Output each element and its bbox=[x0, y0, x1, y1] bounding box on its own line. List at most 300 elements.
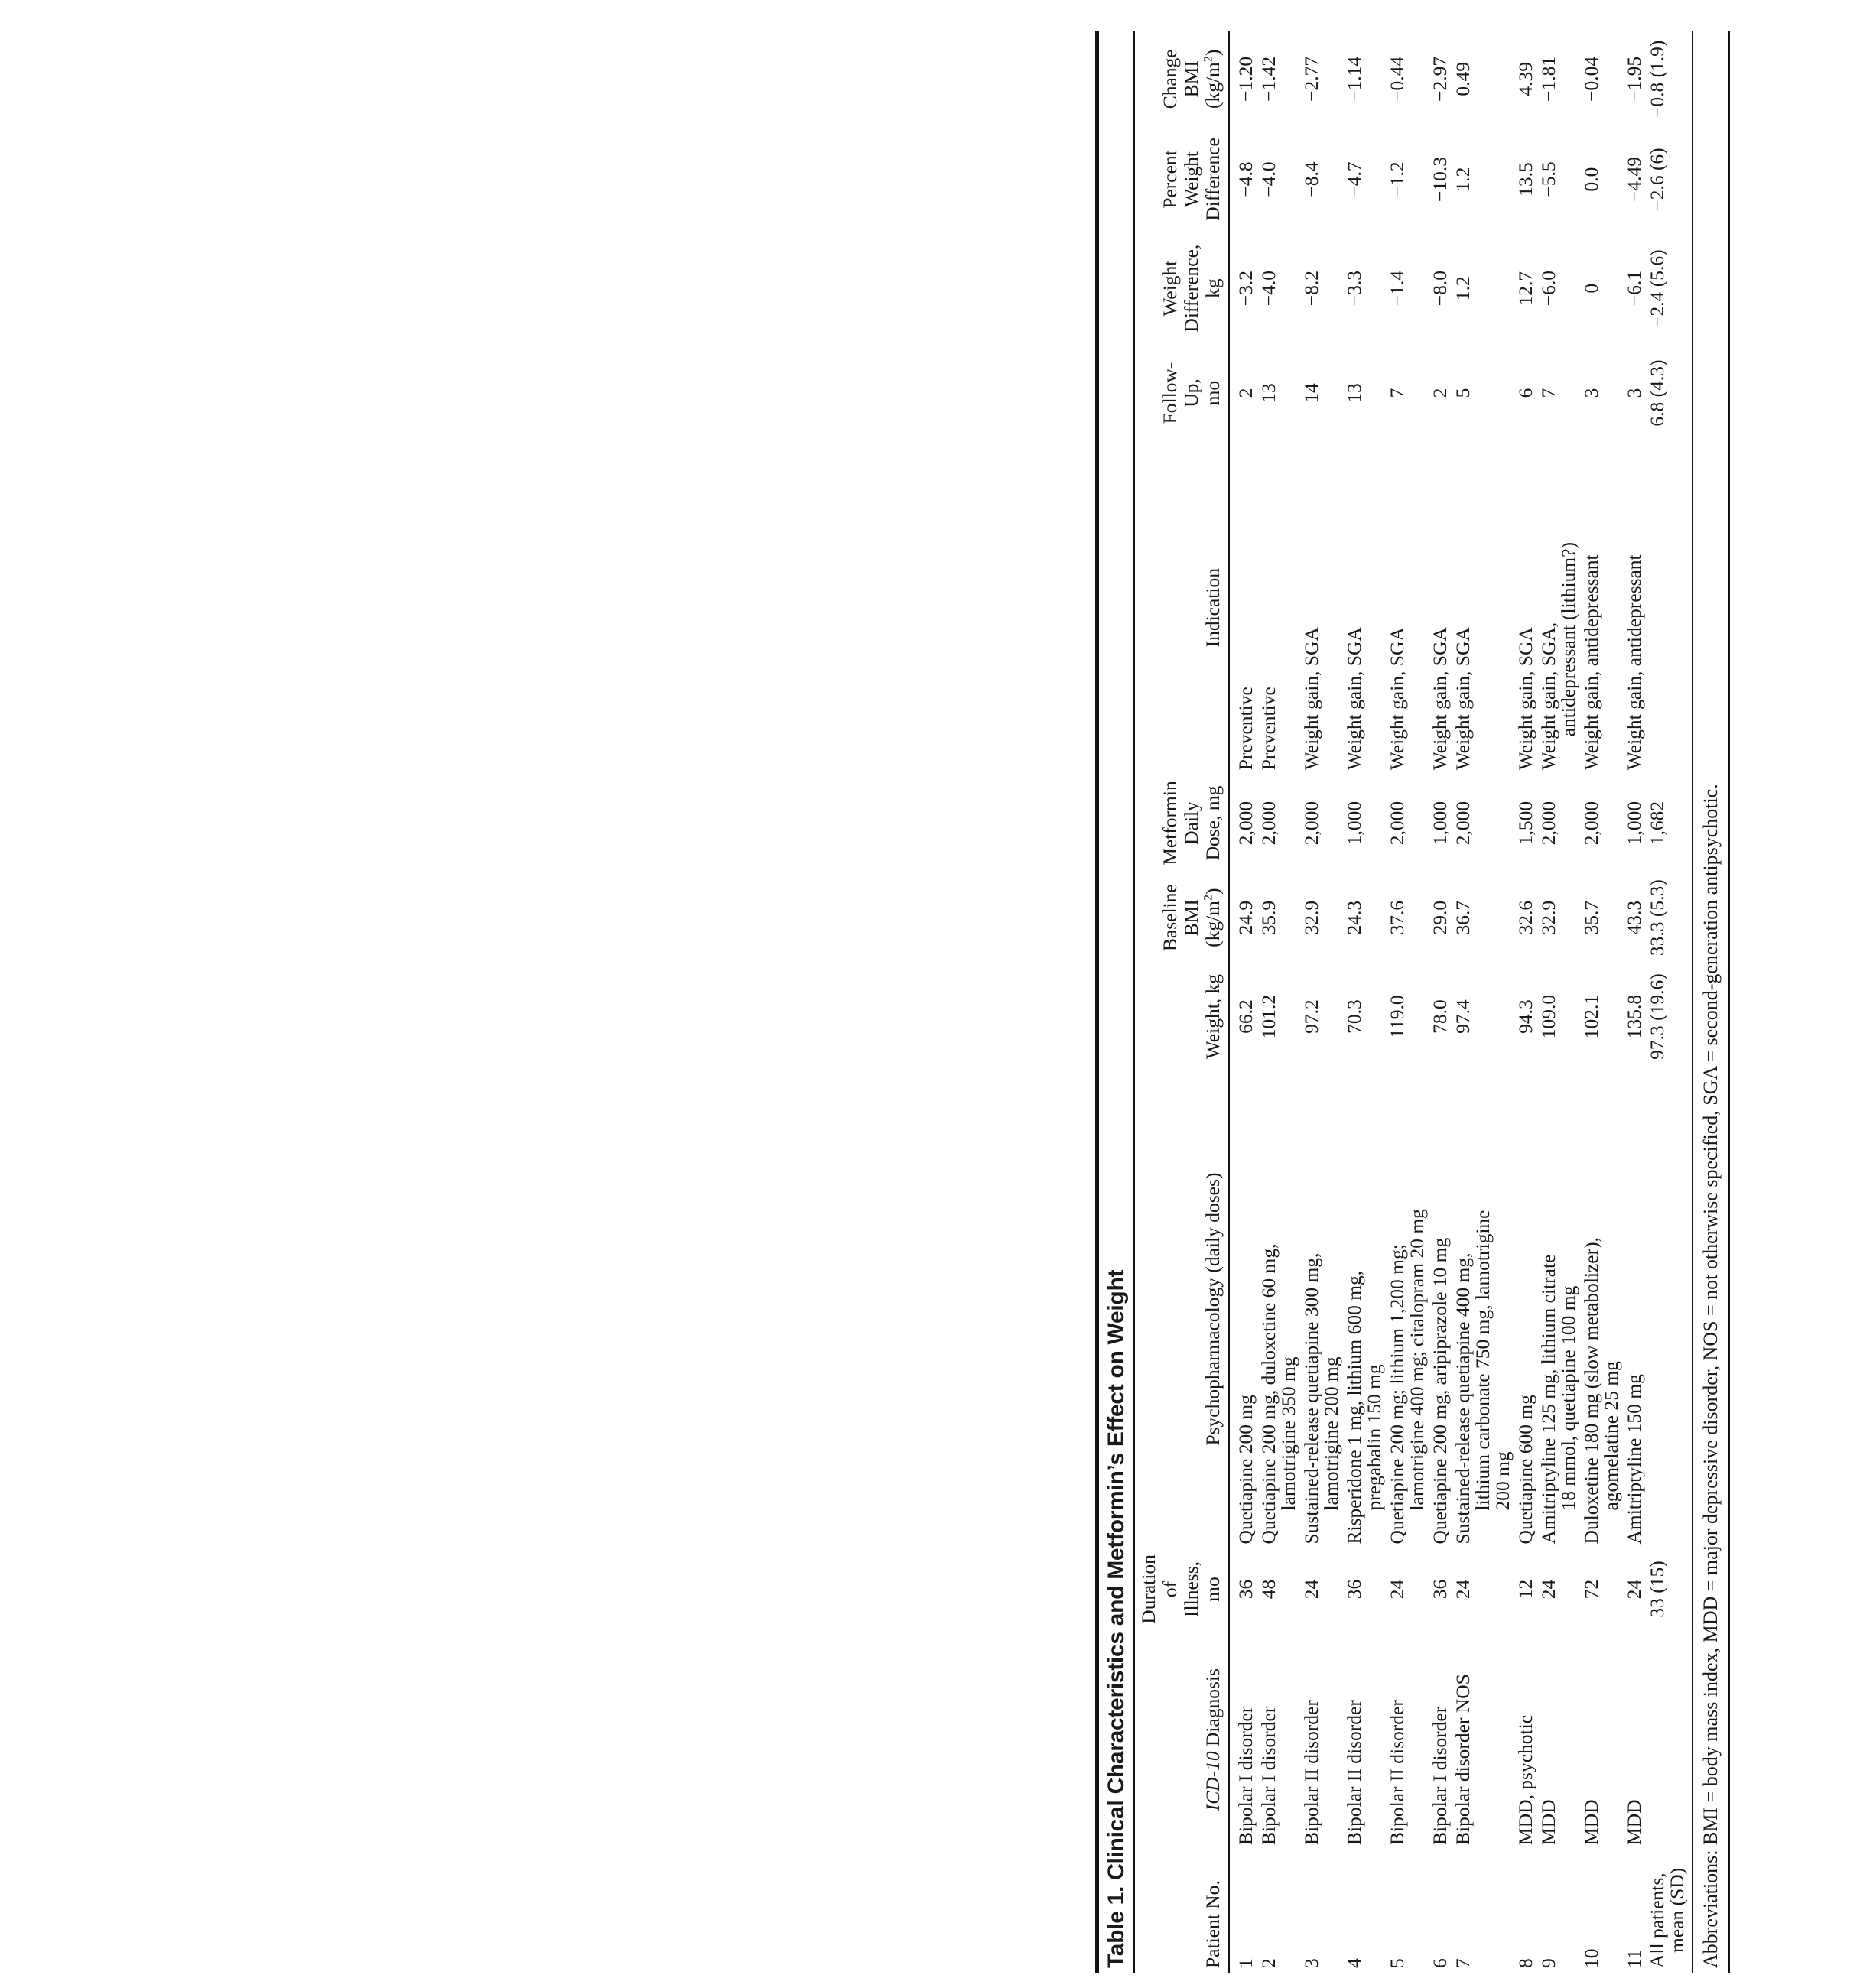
table-row bbox=[1580, 31, 1623, 1973]
cell-psychopharmacology-line: Quetiapine 200 mg bbox=[1234, 1395, 1257, 1545]
header-cbmi-sup: 2 bbox=[1202, 56, 1215, 63]
cell-diagnosis bbox=[1386, 1629, 1429, 1850]
cell-followup-line: 13 bbox=[1343, 383, 1365, 403]
cell-diagnosis-line: MDD, psychotic bbox=[1514, 1714, 1536, 1845]
cell-psychopharmacology bbox=[1386, 1070, 1429, 1549]
cell-duration-line: 12 bbox=[1514, 1579, 1536, 1600]
cell-indication-line: Weight gain, SGA bbox=[1514, 627, 1536, 771]
cell-weight-difference bbox=[1429, 231, 1452, 346]
cell-percent-difference bbox=[1343, 128, 1386, 232]
cell-baseline-bmi-line: 43.3 bbox=[1623, 900, 1645, 935]
cell-diagnosis-line: Bipolar I disorder bbox=[1429, 1706, 1451, 1845]
title-bar bbox=[1095, 31, 1135, 1973]
cell-baseline-bmi-line: 37.6 bbox=[1386, 900, 1408, 935]
cell-patient-no-line: 4 bbox=[1343, 1958, 1365, 1968]
cell-psychopharmacology-line: lamotrigine 350 mg bbox=[1277, 1356, 1299, 1511]
cell-weight-difference bbox=[1452, 231, 1514, 346]
cell-percent-difference-line: −4.0 bbox=[1257, 161, 1280, 197]
cell-followup bbox=[1300, 346, 1343, 440]
cell-psychopharmacology bbox=[1623, 1070, 1646, 1549]
header-cbmi-unit: (kg/m bbox=[1202, 62, 1224, 109]
cell-diagnosis bbox=[1514, 1629, 1537, 1850]
cell-percent-difference bbox=[1386, 128, 1429, 232]
cell-psychopharmacology-line: lithium carbonate 750 mg, lamotrigine bbox=[1471, 1210, 1494, 1511]
cell-percent-difference-line: −4.7 bbox=[1343, 161, 1365, 197]
cell-duration bbox=[1386, 1549, 1429, 1630]
cell-weight-difference-line: 12.7 bbox=[1514, 271, 1536, 306]
cell-baseline-bmi bbox=[1257, 872, 1300, 964]
cell-baseline-bmi bbox=[1300, 872, 1343, 964]
cell-psychopharmacology bbox=[1300, 1070, 1343, 1549]
cell-percent-difference bbox=[1514, 128, 1537, 232]
header-bmi-close: ) bbox=[1202, 888, 1224, 895]
cell-weight bbox=[1386, 964, 1429, 1070]
cell-psychopharmacology-line: Amitriptyline 125 mg, lithium citrate bbox=[1537, 1254, 1559, 1545]
cell-percent-difference bbox=[1452, 128, 1514, 232]
cell-duration bbox=[1452, 1549, 1514, 1630]
cell-weight bbox=[1580, 964, 1623, 1070]
cell-followup bbox=[1229, 346, 1257, 440]
header-wdiff-line3: kg bbox=[1202, 278, 1224, 298]
header-bmi-sup: 2 bbox=[1202, 894, 1215, 901]
header-duration bbox=[1135, 1549, 1229, 1630]
cell-duration-line: 36 bbox=[1429, 1579, 1451, 1600]
cell-weight-difference-line: −8.2 bbox=[1300, 271, 1322, 307]
cell-weight-line: 97.4 bbox=[1452, 999, 1474, 1034]
table-body bbox=[1229, 31, 1693, 1973]
cell-indication bbox=[1343, 440, 1386, 775]
cell-metformin-dose-line: 1,000 bbox=[1343, 801, 1365, 846]
cell-duration bbox=[1229, 1549, 1257, 1630]
cell-diagnosis bbox=[1646, 1629, 1693, 1850]
cell-patient-no bbox=[1623, 1850, 1646, 1973]
cell-indication-line: Weight gain, SGA bbox=[1452, 627, 1474, 771]
abbreviations-footnote: Abbreviations: BMI = body mass index, MDD = major depressive disorder, NOS = not otherwise specified, SGA = second-generation antipsychotic. bbox=[1699, 784, 1722, 1968]
cell-indication-line: Weight gain, SGA, bbox=[1537, 622, 1559, 771]
cell-diagnosis-line: MDD bbox=[1537, 1799, 1559, 1845]
cell-weight bbox=[1623, 964, 1646, 1070]
cell-patient-no-line: 10 bbox=[1580, 1948, 1602, 1968]
cell-metformin-dose bbox=[1229, 775, 1257, 872]
table-row bbox=[1623, 31, 1646, 1973]
cell-weight-difference bbox=[1386, 231, 1429, 346]
cell-diagnosis-line: Bipolar I disorder bbox=[1234, 1706, 1257, 1845]
cell-psychopharmacology bbox=[1343, 1070, 1386, 1549]
cell-duration bbox=[1514, 1549, 1537, 1630]
cell-metformin-dose bbox=[1580, 775, 1623, 872]
cell-baseline-bmi bbox=[1623, 872, 1646, 964]
cell-patient-no bbox=[1514, 1850, 1537, 1973]
table-title: Table 1. Clinical Characteristics and Metformin’s Effect on Weight bbox=[1104, 1269, 1129, 1968]
cell-metformin-dose-line: 1,000 bbox=[1623, 801, 1645, 846]
cell-followup-line: 2 bbox=[1234, 388, 1257, 398]
cell-patient-no-line: mean (SD) bbox=[1666, 1867, 1688, 1953]
cell-baseline-bmi-line: 32.9 bbox=[1300, 900, 1322, 935]
cell-change-bmi bbox=[1580, 31, 1623, 128]
data-table bbox=[1135, 31, 1693, 1973]
cell-metformin-dose bbox=[1429, 775, 1452, 872]
cell-metformin-dose bbox=[1623, 775, 1646, 872]
cell-metformin-dose-line: 2,000 bbox=[1257, 801, 1280, 846]
table-row bbox=[1514, 31, 1537, 1973]
cell-percent-difference-line: 1.2 bbox=[1452, 167, 1474, 192]
cell-baseline-bmi-line: 36.7 bbox=[1452, 900, 1474, 935]
cell-psychopharmacology-line: Quetiapine 200 mg, duloxetine 60 mg, bbox=[1257, 1243, 1280, 1545]
header-psychopharmacology: Psychopharmacology (daily doses) bbox=[1135, 1070, 1229, 1549]
cell-indication-line: Weight gain, SGA bbox=[1429, 627, 1451, 771]
cell-psychopharmacology bbox=[1537, 1070, 1580, 1549]
cell-patient-no-line: 11 bbox=[1623, 1949, 1645, 1968]
cell-weight-line: 78.0 bbox=[1429, 999, 1451, 1034]
cell-change-bmi bbox=[1300, 31, 1343, 128]
cell-weight-difference-line: −3.2 bbox=[1234, 271, 1257, 307]
cell-duration-line: 72 bbox=[1580, 1579, 1602, 1600]
cell-percent-difference bbox=[1623, 128, 1646, 232]
cell-followup bbox=[1343, 346, 1386, 440]
cell-change-bmi bbox=[1429, 31, 1452, 128]
header-patient: Patient No. bbox=[1135, 1850, 1229, 1973]
cell-followup-line: 3 bbox=[1623, 388, 1645, 398]
cell-baseline-bmi-line: 24.3 bbox=[1343, 900, 1365, 935]
cell-change-bmi-line: −1.20 bbox=[1234, 56, 1257, 102]
cell-followup-line: 7 bbox=[1537, 388, 1559, 398]
cell-indication bbox=[1386, 440, 1429, 775]
cell-change-bmi bbox=[1646, 31, 1693, 128]
cell-metformin-dose-line: 1,000 bbox=[1429, 801, 1451, 846]
cell-weight-difference-line: −6.1 bbox=[1623, 271, 1645, 307]
cell-percent-difference bbox=[1580, 128, 1623, 232]
cell-baseline-bmi bbox=[1537, 872, 1580, 964]
cell-change-bmi-line: 4.39 bbox=[1514, 62, 1536, 96]
cell-psychopharmacology-line: 200 mg bbox=[1491, 1451, 1514, 1511]
cell-followup bbox=[1623, 346, 1646, 440]
cell-patient-no-line: 2 bbox=[1257, 1958, 1280, 1968]
table-row bbox=[1343, 31, 1386, 1973]
cell-percent-difference bbox=[1646, 128, 1693, 232]
cell-weight bbox=[1343, 964, 1386, 1070]
cell-followup bbox=[1452, 346, 1514, 440]
cell-duration-line: 24 bbox=[1300, 1579, 1322, 1600]
cell-patient-no bbox=[1537, 1850, 1580, 1973]
cell-duration-line: 36 bbox=[1343, 1579, 1365, 1600]
cell-change-bmi-line: −0.8 (1.9) bbox=[1646, 40, 1668, 119]
cell-change-bmi bbox=[1623, 31, 1646, 128]
cell-change-bmi bbox=[1386, 31, 1429, 128]
cell-psychopharmacology bbox=[1452, 1070, 1514, 1549]
cell-diagnosis bbox=[1452, 1629, 1514, 1850]
cell-duration bbox=[1429, 1549, 1452, 1630]
cell-psychopharmacology bbox=[1257, 1070, 1300, 1549]
cell-indication-line: Weight gain, SGA bbox=[1300, 627, 1322, 771]
table-row bbox=[1229, 31, 1257, 1973]
cell-patient-no bbox=[1343, 1850, 1386, 1973]
cell-metformin-dose-line: 2,000 bbox=[1580, 801, 1602, 846]
cell-patient-no bbox=[1257, 1850, 1300, 1973]
cell-indication bbox=[1646, 440, 1693, 775]
cell-metformin-dose-line: 2,000 bbox=[1386, 801, 1408, 846]
cell-psychopharmacology bbox=[1580, 1070, 1623, 1549]
cell-patient-no bbox=[1646, 1850, 1693, 1973]
cell-metformin-dose bbox=[1386, 775, 1429, 872]
cell-duration bbox=[1257, 1549, 1300, 1630]
cell-percent-difference-line: −10.3 bbox=[1429, 156, 1451, 202]
cell-change-bmi-line: −0.44 bbox=[1386, 56, 1408, 102]
cell-psychopharmacology-line: Quetiapine 600 mg bbox=[1514, 1395, 1536, 1545]
header-percent-difference bbox=[1135, 128, 1229, 232]
cell-patient-no-line: 5 bbox=[1386, 1958, 1408, 1968]
cell-duration bbox=[1646, 1549, 1693, 1630]
cell-metformin-dose bbox=[1300, 775, 1343, 872]
cell-psychopharmacology bbox=[1514, 1070, 1537, 1549]
cell-weight-difference bbox=[1343, 231, 1386, 346]
cell-weight-difference-line: −2.4 (5.6) bbox=[1646, 249, 1668, 327]
header-diagnosis-italic: ICD-10 bbox=[1202, 1751, 1224, 1811]
cell-patient-no bbox=[1429, 1850, 1452, 1973]
header-duration-line1: Duration bbox=[1137, 1554, 1159, 1624]
cell-metformin-dose bbox=[1343, 775, 1386, 872]
cell-change-bmi-line: −0.04 bbox=[1580, 56, 1602, 102]
cell-duration-line: 24 bbox=[1623, 1579, 1645, 1600]
cell-percent-difference-line: −8.4 bbox=[1300, 161, 1322, 197]
header-pdiff-line3: Difference bbox=[1202, 138, 1224, 221]
cell-baseline-bmi-line: 24.9 bbox=[1234, 900, 1257, 935]
table-row bbox=[1646, 31, 1693, 1973]
cell-metformin-dose bbox=[1514, 775, 1537, 872]
cell-weight-line: 102.1 bbox=[1580, 994, 1602, 1039]
header-weight: Weight, kg bbox=[1135, 964, 1229, 1070]
cell-duration bbox=[1343, 1549, 1386, 1630]
cell-change-bmi-line: −2.97 bbox=[1429, 56, 1451, 102]
cell-change-bmi bbox=[1229, 31, 1257, 128]
cell-weight bbox=[1429, 964, 1452, 1070]
cell-indication bbox=[1514, 440, 1537, 775]
cell-indication bbox=[1623, 440, 1646, 775]
cell-change-bmi bbox=[1452, 31, 1514, 128]
cell-diagnosis-line: Bipolar I disorder bbox=[1257, 1706, 1280, 1845]
cell-followup-line: 2 bbox=[1429, 388, 1451, 398]
cell-weight-difference-line: 1.2 bbox=[1452, 276, 1474, 301]
header-weight-difference bbox=[1135, 231, 1229, 346]
cell-weight-difference bbox=[1257, 231, 1300, 346]
cell-metformin-dose-line: 1,500 bbox=[1514, 801, 1536, 846]
cell-patient-no-line: 9 bbox=[1537, 1958, 1559, 1968]
header-cbmi-close: ) bbox=[1202, 49, 1224, 57]
cell-duration-line: 48 bbox=[1257, 1579, 1280, 1600]
header-wdiff-line1: Weight bbox=[1159, 260, 1181, 317]
cell-change-bmi-line: −1.14 bbox=[1343, 56, 1365, 102]
cell-weight-difference-line: −6.0 bbox=[1537, 271, 1559, 307]
header-baseline-bmi bbox=[1135, 872, 1229, 964]
cell-psychopharmacology bbox=[1229, 1070, 1257, 1549]
cell-patient-no-line: 6 bbox=[1429, 1958, 1451, 1968]
cell-weight-difference bbox=[1229, 231, 1257, 346]
cell-diagnosis-line: MDD bbox=[1580, 1799, 1602, 1845]
cell-percent-difference bbox=[1429, 128, 1452, 232]
cell-diagnosis-line: Bipolar disorder NOS bbox=[1452, 1674, 1474, 1845]
cell-followup bbox=[1537, 346, 1580, 440]
cell-weight-line: 97.3 (19.6) bbox=[1646, 973, 1668, 1060]
cell-change-bmi-line: 0.49 bbox=[1452, 62, 1474, 96]
cell-baseline-bmi bbox=[1386, 872, 1429, 964]
cell-weight-difference bbox=[1300, 231, 1343, 346]
cell-percent-difference bbox=[1300, 128, 1343, 232]
cell-baseline-bmi bbox=[1429, 872, 1452, 964]
cell-patient-no-line: 8 bbox=[1514, 1958, 1536, 1968]
cell-weight-difference-line: −3.3 bbox=[1343, 271, 1365, 307]
cell-indication bbox=[1580, 440, 1623, 775]
cell-diagnosis-line: Bipolar II disorder bbox=[1300, 1700, 1322, 1845]
bottom-rule bbox=[1728, 31, 1730, 1973]
cell-patient-no bbox=[1452, 1850, 1514, 1973]
cell-weight bbox=[1300, 964, 1343, 1070]
cell-change-bmi-line: −2.77 bbox=[1300, 56, 1322, 102]
cell-psychopharmacology-line: agomelatine 25 mg bbox=[1600, 1361, 1622, 1511]
cell-change-bmi bbox=[1257, 31, 1300, 128]
cell-diagnosis-line: MDD bbox=[1623, 1799, 1645, 1845]
cell-diagnosis-line: Bipolar II disorder bbox=[1343, 1700, 1365, 1845]
cell-indication bbox=[1452, 440, 1514, 775]
cell-percent-difference bbox=[1537, 128, 1580, 232]
cell-psychopharmacology-line: Duloxetine 180 mg (slow metabolizer), bbox=[1580, 1237, 1602, 1545]
cell-patient-no bbox=[1300, 1850, 1343, 1973]
cell-duration-line: 36 bbox=[1234, 1579, 1257, 1600]
cell-psychopharmacology-line: pregabalin 150 mg bbox=[1363, 1364, 1385, 1511]
cell-indication-line: antidepressant (lithium?) bbox=[1557, 542, 1579, 737]
cell-percent-difference-line: −1.2 bbox=[1386, 161, 1408, 197]
header-dose-line1: Metformin bbox=[1159, 781, 1181, 866]
cell-duration bbox=[1623, 1549, 1646, 1630]
header-change-bmi bbox=[1135, 31, 1229, 128]
cell-psychopharmacology-line: lamotrigine 400 mg; citalopram 20 mg bbox=[1406, 1209, 1428, 1511]
table-row bbox=[1452, 31, 1514, 1973]
table-row bbox=[1429, 31, 1452, 1973]
cell-psychopharmacology-line: Sustained-release quetiapine 400 mg, bbox=[1452, 1252, 1474, 1545]
cell-metformin-dose-line: 2,000 bbox=[1452, 801, 1474, 846]
cell-baseline-bmi bbox=[1343, 872, 1386, 964]
cell-baseline-bmi bbox=[1580, 872, 1623, 964]
cell-duration-line: 24 bbox=[1537, 1579, 1559, 1600]
cell-baseline-bmi bbox=[1646, 872, 1693, 964]
cell-percent-difference bbox=[1229, 128, 1257, 232]
cell-duration bbox=[1537, 1549, 1580, 1630]
cell-weight-difference-line: −8.0 bbox=[1429, 271, 1451, 307]
header-dose-line3: Dose, mg bbox=[1202, 785, 1224, 861]
cell-psychopharmacology-line: Quetiapine 200 mg; lithium 1,200 mg; bbox=[1386, 1244, 1408, 1545]
cell-weight-difference bbox=[1514, 231, 1537, 346]
header-duration-line3: mo bbox=[1202, 1577, 1224, 1602]
cell-metformin-dose bbox=[1257, 775, 1300, 872]
cell-weight bbox=[1646, 964, 1693, 1070]
cell-diagnosis bbox=[1257, 1629, 1300, 1850]
cell-patient-no-line: 3 bbox=[1300, 1958, 1322, 1968]
cell-baseline-bmi bbox=[1452, 872, 1514, 964]
header-followup-line1: Follow-Up, bbox=[1159, 362, 1202, 424]
cell-metformin-dose bbox=[1646, 775, 1693, 872]
cell-followup-line: 14 bbox=[1300, 383, 1322, 403]
cell-indication bbox=[1429, 440, 1452, 775]
cell-followup bbox=[1386, 346, 1429, 440]
cell-weight-line: 135.8 bbox=[1623, 994, 1645, 1039]
cell-patient-no bbox=[1229, 1850, 1257, 1973]
cell-duration bbox=[1300, 1549, 1343, 1630]
cell-diagnosis bbox=[1537, 1629, 1580, 1850]
cell-weight-difference bbox=[1537, 231, 1580, 346]
header-followup bbox=[1135, 346, 1229, 440]
cell-indication bbox=[1229, 440, 1257, 775]
cell-patient-no bbox=[1580, 1850, 1623, 1973]
cell-followup-line: 3 bbox=[1580, 388, 1602, 398]
cell-percent-difference-line: 13.5 bbox=[1514, 162, 1536, 197]
cell-weight-difference bbox=[1623, 231, 1646, 346]
cell-followup-line: 6.8 (4.3) bbox=[1646, 359, 1668, 427]
header-cbmi-line2: BMI bbox=[1180, 60, 1202, 98]
cell-baseline-bmi-line: 32.6 bbox=[1514, 900, 1536, 935]
cell-psychopharmacology-line: Amitriptyline 150 mg bbox=[1623, 1374, 1645, 1545]
cell-weight bbox=[1514, 964, 1537, 1070]
cell-psychopharmacology-line: 18 mmol, quetiapine 100 mg bbox=[1557, 1285, 1579, 1511]
cell-weight-line: 70.3 bbox=[1343, 999, 1365, 1034]
cell-weight-line: 94.3 bbox=[1514, 999, 1536, 1034]
table-row bbox=[1386, 31, 1429, 1973]
cell-psychopharmacology-line: lamotrigine 200 mg bbox=[1320, 1356, 1342, 1511]
cell-change-bmi-line: −1.95 bbox=[1623, 56, 1645, 102]
cell-baseline-bmi bbox=[1229, 872, 1257, 964]
cell-baseline-bmi bbox=[1514, 872, 1537, 964]
cell-change-bmi bbox=[1514, 31, 1537, 128]
header-diagnosis bbox=[1135, 1629, 1229, 1850]
cell-patient-no-line: 7 bbox=[1452, 1958, 1474, 1968]
header-metformin-dose bbox=[1135, 775, 1229, 872]
cell-duration bbox=[1580, 1549, 1623, 1630]
cell-metformin-dose bbox=[1452, 775, 1514, 872]
cell-indication bbox=[1300, 440, 1343, 775]
cell-duration-line: 24 bbox=[1452, 1579, 1474, 1600]
cell-followup bbox=[1580, 346, 1623, 440]
cell-weight-difference-line: −1.4 bbox=[1386, 271, 1408, 307]
cell-change-bmi-line: −1.42 bbox=[1257, 56, 1280, 102]
header-followup-line2: mo bbox=[1202, 380, 1224, 406]
cell-weight-line: 119.0 bbox=[1386, 995, 1408, 1038]
cell-percent-difference-line: −4.8 bbox=[1234, 161, 1257, 197]
cell-percent-difference-line: −2.6 (6) bbox=[1646, 148, 1668, 211]
cell-weight-line: 66.2 bbox=[1234, 999, 1257, 1034]
cell-indication bbox=[1257, 440, 1300, 775]
cell-patient-no bbox=[1386, 1850, 1429, 1973]
cell-change-bmi bbox=[1537, 31, 1580, 128]
header-pdiff-line1: Percent bbox=[1159, 150, 1181, 209]
cell-patient-no-line: 1 bbox=[1234, 1958, 1257, 1968]
cell-weight bbox=[1537, 964, 1580, 1070]
cell-baseline-bmi-line: 35.9 bbox=[1257, 900, 1280, 935]
header-wdiff-line2: Difference, bbox=[1180, 244, 1202, 333]
cell-duration-line: 24 bbox=[1386, 1579, 1408, 1600]
cell-indication-line: Weight gain, antidepressant bbox=[1623, 554, 1645, 771]
cell-diagnosis bbox=[1580, 1629, 1623, 1850]
header-indication: Indication bbox=[1135, 440, 1229, 775]
cell-duration-line: 33 (15) bbox=[1646, 1561, 1668, 1618]
cell-weight bbox=[1229, 964, 1257, 1070]
cell-followup-line: 5 bbox=[1452, 388, 1474, 398]
header-diagnosis-rest: Diagnosis bbox=[1202, 1668, 1224, 1752]
header-dose-line2: Daily bbox=[1180, 801, 1202, 845]
cell-metformin-dose-line: 2,000 bbox=[1537, 801, 1559, 846]
cell-percent-difference-line: −5.5 bbox=[1537, 161, 1559, 197]
cell-metformin-dose-line: 2,000 bbox=[1300, 801, 1322, 846]
cell-followup-line: 7 bbox=[1386, 388, 1408, 398]
cell-psychopharmacology-line: Sustained-release quetiapine 300 mg, bbox=[1300, 1252, 1322, 1545]
cell-diagnosis bbox=[1343, 1629, 1386, 1850]
cell-baseline-bmi-line: 32.9 bbox=[1537, 900, 1559, 935]
